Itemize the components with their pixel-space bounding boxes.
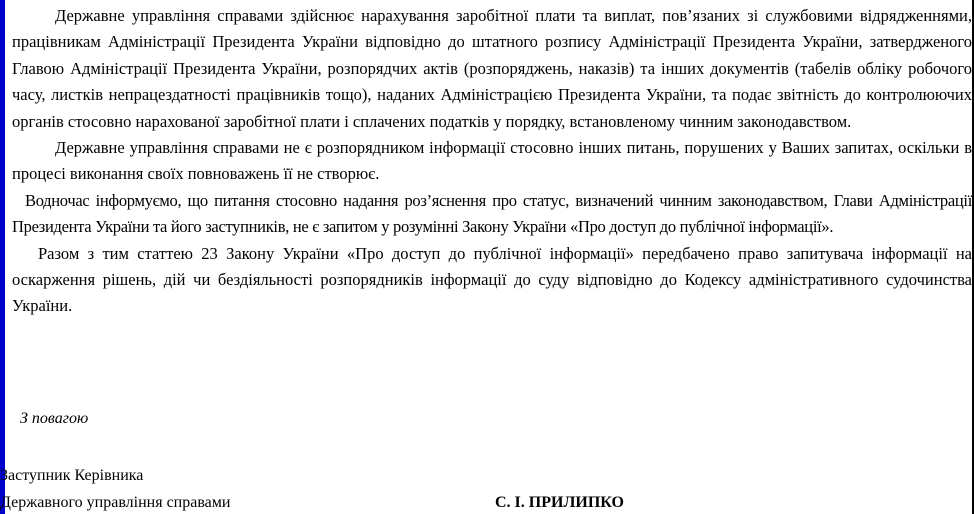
- paragraph-clarification: Водночас інформуємо, що питання стосовно надання роз’яснення про статус, визначений чинним законодавством, Глави Адміністрації Президента України та його заступників, не є запитом у розумінні Закону України «Про доступ до публічної інформації».: [12, 190, 972, 237]
- left-border-bar: [0, 0, 5, 514]
- letter-body: [12, 0, 972, 320]
- signatory-position-line2: Державного управління справами: [0, 494, 231, 511]
- signatory-name: С. І. ПРИЛИПКО: [495, 494, 624, 511]
- signatory-position-line1: Заступник Керівника: [0, 467, 144, 484]
- paragraph-not-manager: Державне управління справами не є розпорядником інформації стосовно інших питань, порушених у Ваших запитах, оскільки в процесі виконання своїх повноважень її не створює.: [12, 138, 972, 184]
- paragraph-appeal-right: Разом з тим статтею 23 Закону України «Про доступ до публічної інформації» передбачено право запитувача інформації на оскарження рішень, дій чи бездіяльності розпорядників інформації до суду відповідно до Кодексу адміністративного судочинства України.: [12, 243, 972, 316]
- paragraph-payroll: Державне управління справами здійснює нарахування заробітної плати та виплат, пов’язаних зі службовими відрядженнями, працівникам Адміністрації Президента України відповідно до штатного розпису Адміністрації Президента України, затвердженого Главою Адміністрації Президента України, розпорядчих актів (розпоряджень, наказів) та інших документів (табелів обліку робочого часу, листків непрацездатності працівників тощо), наданих Адміністрацією Президента України, та подає звітність до контролюючих органів стосовно нарахованої заробітної плати і сплачених податків у порядку, встановленому чинним законодавством.: [12, 6, 972, 131]
- closing-salutation: З повагою: [20, 410, 89, 427]
